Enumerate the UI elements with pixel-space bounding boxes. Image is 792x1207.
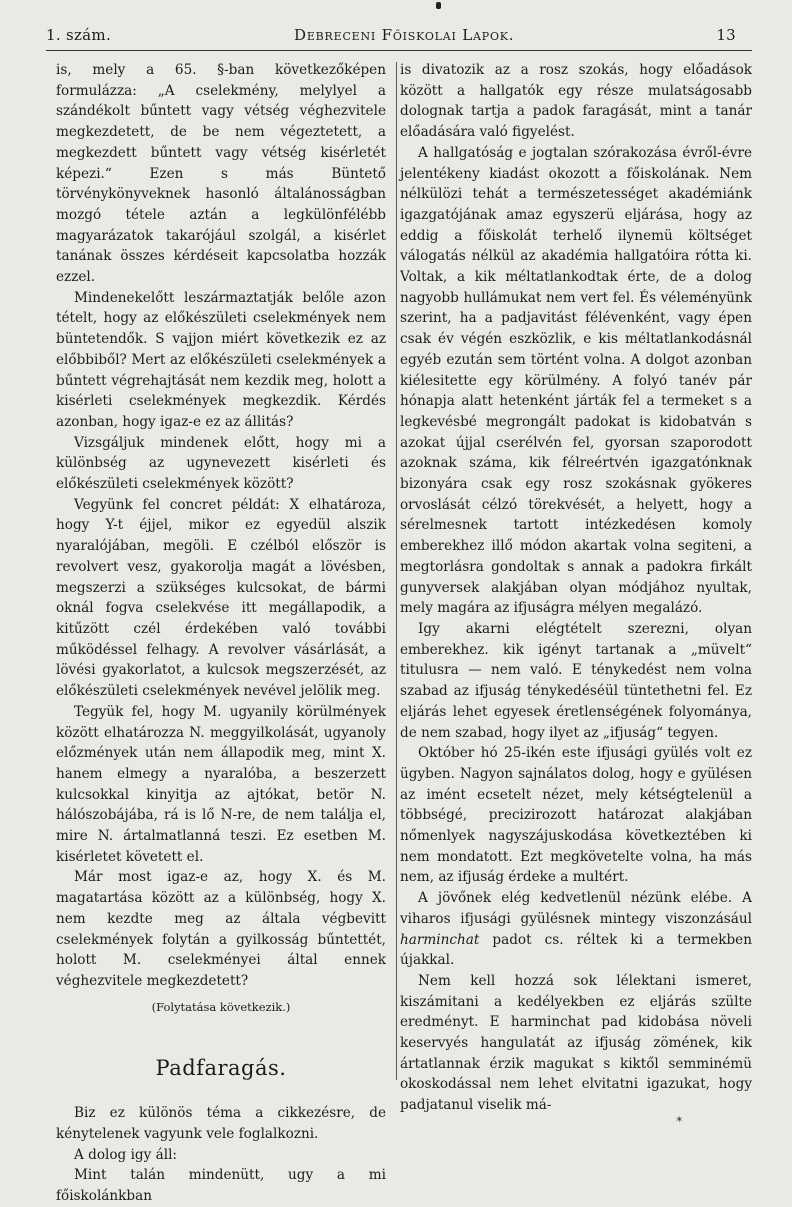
paragraph: Nem kell hozzá sok lélektani ismeret, kiszámitani a kedélyekben ez eljárás szülte eredményt. E harminchat pad kidobása növeli keservyés hangulatát az ifjuság zömének, kik ártatlannak érzik magukat s kiktől semminémü okoskodással nem lehet elvitatni igazukat, hogy padjatanul viselik má- <box>400 972 752 1114</box>
paragraph <box>400 888 752 971</box>
paragraph-text: padot cs. réltek ki a termekben újakkal. <box>400 931 752 969</box>
left-column <box>56 60 386 1207</box>
header-rule <box>46 50 752 51</box>
paragraph: Tegyük fel, hogy M. ugyanily körülmények között elhatározza N. meggyilkolását, ugyanoly előzmények után nem állapodik meg, mint X. hanem elmegy a nyaralóba, a beszerzett kulcsokkal kinyitja az ajtókat, betör N. hálószobájába, rá is lő N-re, de nem találja el, mire N. ártalmatlanná teszi. Ez esetben M. kisérletet követett el. <box>56 703 386 865</box>
paragraph: is divatozik az a rosz szokás, hogy előadások között a hallgatók egy része mulatságosabb dolognak tartja a padok faragását, mint a tanár előadására való figyelést. <box>400 62 752 141</box>
paragraph: Biz ez különös téma a cikkezésre, de kénytelenek vagyunk vele foglalkozni. <box>56 1105 386 1143</box>
paragraph: Október hó 25-ikén este ifjusági gyülés volt ez ügyben. Nagyon sajnálatos dolog, hogy e gyülésen az imént ecsetelt nézet, mely kétségtelenül a többségé, precizirozott határozat alakjában nőmenlyek nagyszájuskodása következtében ki nem mondatott. Ezt megkövetelte volna, ha más nem, az ifjuság érdeke a multért. <box>400 745 752 886</box>
article-title: Padfaragás. <box>155 1056 287 1081</box>
paragraph: A dolog igy áll: <box>74 1146 178 1163</box>
right-column <box>400 60 752 1128</box>
paragraph: A hallgatóság e jogtalan szórakozása évről-évre jelentékeny kiadást okozott a főiskolának. Nem nélkülözi tehát a természetességet akadémiánk igazgatójának amaz egyszerü eljárása, hogy az eddig a főiskolát terhelő ilynemü költséget válogatás nélkül az akadémia hallgatóira rótta ki. Voltak, a kik méltatlankodtak érte, de a dolog nagyobb hullámukat nem vert fel. És véleményünk szerint, ha a padjavitást félévenként, vagy épen csak év végén eszközlik, e kis méltatlankodásnál egyéb ezután sem történt volna. A dolgot azonban kiélesitette egy körülmény. A folyó tanév pár hónapja alatt hetenként járták fel a termeket s a legkevésbé megrongált padokat is kidobatván s azokat újjal cserélvén fel, gyorsan szaporodott azoknak száma, kik félreértvén igazgatónknak bizonyára csak egy rosz szokásnak gyökeres orvoslását célzó törekvését, a helyett, hogy a sérelmesnek tartott intézkedésen komoly emberekhez illő módon akartak volna segiteni, a megtorlásra gondoltak s annak a padokra firkált gunyversek alakjában olyan módjához nyultak, mely magára az ifjuságra mélyen megalázó. <box>400 144 752 617</box>
journal-title: Debreceni Főiskolai Lapok. <box>294 26 515 44</box>
page-header <box>46 26 752 50</box>
column-divider <box>396 62 397 1080</box>
ink-speck <box>436 2 441 9</box>
paragraph: is, mely a 65. §-ban következőképen formulázza: „A cselekmény, melylyel a szándékolt bűntett vagy vétség véghezvitele megkezdetett, de be nem végeztetett, a megkezdett bűntett vagy vétség kisérletét képezi.“ Ezen s más Büntető törvénykönyveknek hasonló általánosságban mozgó tétele aztán a legkülönfélébb magyarázatok takarójául szolgál, a kisérlet tanának összes kérdéseit kapcsolatba hozzák ezzel. <box>56 62 386 286</box>
paragraph: Mint talán mindenütt, ugy a mi főiskolánkban <box>56 1167 386 1205</box>
paragraph-text: A jövőnek elég kedvetlenül nézünk elébe. A viharos ifjusági gyülésnek mintegy viszonzásául <box>400 890 752 927</box>
page-number: 13 <box>716 26 736 44</box>
paragraph: Igy akarni elégtételt szerezni, olyan emberekhez. kik igényt tartanak a „müvelt“ titulusra — nem való. E ténykedést nem volna szabad az ifjuság ténykedéséül tüntethetni fel. Ez eljárás lehet egyesek éretlenségének folyománya, de nem szabad, hogy ilyet az „ifjuság“ tegyen. <box>400 620 752 741</box>
paragraph: Vizsgáljuk mindenek előtt, hogy mi a különbség az ugynevezett kisérleti és előkészületi cselekmények között? <box>56 434 386 493</box>
paragraph: Vegyünk fel concret példát: X elhatároza, hogy Y-t éjjel, mikor ez egyedül alszik nyaralójában, megöli. E czélból először is revolvert vesz, gyakorolja magát a lövésben, megszerzi a szükséges kulcsokat, de bármi oknál fogva cselekvése itt megállapodik, a kitűzött czél érdekében való további működéssel felhagy. A revolver vásárlását, a lövési gyakorlatot, a kulcsok megszerzését, az előkészületi cselekmények nevével jelölik meg. <box>56 496 386 700</box>
emphasized-word: harminchat <box>400 931 480 948</box>
paragraph: Már most igaz-e az, hogy X. és M. magatartása között az a különbség, hogy X. nem kezdte meg az általa végbevitt cselekmények folytán a gyilkosság bűntettét, holott M. cselekményei által ennek véghezvitele megkezdetett? <box>56 869 386 989</box>
continuation-note: (Folytatása következik.) <box>151 999 291 1014</box>
issue-number: 1. szám. <box>46 26 112 44</box>
end-asterisk: * <box>676 1114 682 1128</box>
paragraph: Mindenekelőtt leszármaztatják belőle azon tételt, hogy az előkészületi cselekmények nem büntetendők. S vajjon miért következik ez az előbbiből? Mert az előkészületi cselekmények a bűntett végrehajtását nem kezdik meg, holott a kisérleti cselekmények megkezdik. Kérdés azonban, hogy igaz-e ez az állitás? <box>56 289 386 430</box>
